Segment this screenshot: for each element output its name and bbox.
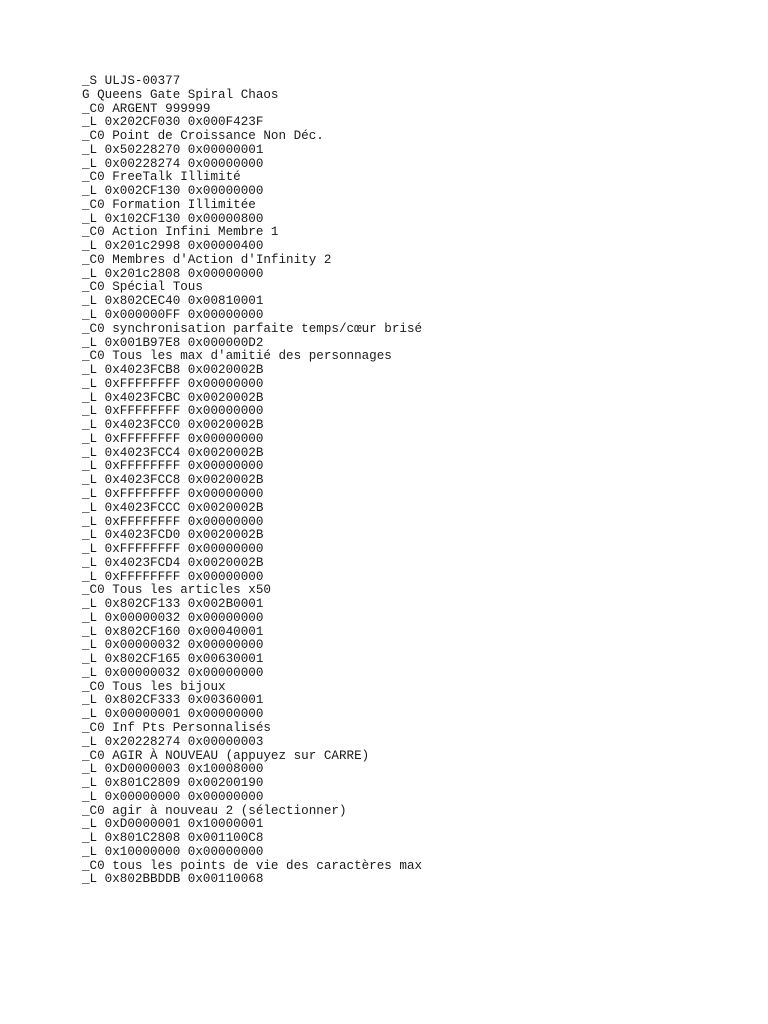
text-line: _C0 Point de Croissance Non Déc.: [82, 129, 324, 144]
text-line: _L 0x50228270 0x00000001: [82, 142, 264, 157]
text-line: _L 0xFFFFFFFF 0x00000000: [82, 431, 264, 446]
text-line: _L 0x201c2808 0x00000000: [82, 266, 264, 281]
text-line: _C0 Action Infini Membre 1: [82, 225, 279, 240]
text-line: _L 0x00000032 0x00000000: [82, 665, 264, 680]
text-line: _L 0x802CF333 0x00360001: [82, 693, 264, 708]
text-line: _L 0xFFFFFFFF 0x00000000: [82, 569, 264, 584]
text-line: _L 0x00228274 0x00000000: [82, 156, 264, 171]
text-line: _L 0x4023FCC4 0x0020002B: [82, 445, 264, 460]
text-line: _L 0x4023FCD0 0x0020002B: [82, 528, 264, 543]
text-line: _L 0xFFFFFFFF 0x00000000: [82, 459, 264, 474]
document-page: [82, 75, 742, 887]
text-line: _C0 Tous les max d'amitié des personnages: [82, 349, 392, 364]
text-line: _L 0x00000001 0x00000000: [82, 707, 264, 722]
text-line: _L 0xFFFFFFFF 0x00000000: [82, 376, 264, 391]
text-line: _L 0x4023FCCC 0x0020002B: [82, 500, 264, 515]
text-line: _L 0x4023FCC0 0x0020002B: [82, 418, 264, 433]
text-line: _L 0x802CF160 0x00040001: [82, 624, 264, 639]
text-line: _L 0x00000000 0x00000000: [82, 789, 264, 804]
text-line: _C0 Spécial Tous: [82, 280, 203, 295]
text-line: _L 0x801C2809 0x00200190: [82, 776, 264, 791]
text-line: _C0 Membres d'Action d'Infinity 2: [82, 252, 332, 267]
text-line: _L 0x4023FCBC 0x0020002B: [82, 390, 264, 405]
text-line: _C0 Formation Illimitée: [82, 197, 256, 212]
text-line: _L 0x801C2808 0x001100C8: [82, 831, 264, 846]
text-line: _L 0x00000032 0x00000000: [82, 610, 264, 625]
text-line: _L 0x10000000 0x00000000: [82, 844, 264, 859]
text-line: _C0 AGIR À NOUVEAU (appuyez sur CARRE): [82, 748, 370, 763]
text-line: _L 0x802BBDDB 0x00110068: [82, 872, 264, 887]
text-line: _L 0x00000032 0x00000000: [82, 638, 264, 653]
text-line: _L 0xFFFFFFFF 0x00000000: [82, 404, 264, 419]
text-line: _L 0x202CF030 0x000F423F: [82, 115, 264, 130]
text-line: _C0 Tous les articles x50: [82, 583, 271, 598]
text-line: _L 0xFFFFFFFF 0x00000000: [82, 514, 264, 529]
text-line: G Queens Gate Spiral Chaos: [82, 87, 279, 102]
text-line: _L 0x802CEC40 0x00810001: [82, 294, 264, 309]
text-line: _L 0x4023FCB8 0x0020002B: [82, 363, 264, 378]
text-line: _L 0x802CF133 0x002B0001: [82, 597, 264, 612]
text-line: _C0 FreeTalk Illimité: [82, 170, 241, 185]
text-line: _C0 Tous les bijoux: [82, 679, 226, 694]
text-line: _L 0xD0000003 0x10008000: [82, 762, 264, 777]
text-line: _L 0x4023FCD4 0x0020002B: [82, 555, 264, 570]
text-line: _L 0x4023FCC8 0x0020002B: [82, 473, 264, 488]
text-line: _L 0x802CF165 0x00630001: [82, 652, 264, 667]
text-line: _C0 Inf Pts Personnalisés: [82, 720, 271, 735]
text-line: _C0 ARGENT 999999: [82, 101, 211, 116]
text-line: _L 0xD0000001 0x10000001: [82, 817, 264, 832]
text-line: _L 0x000000FF 0x00000000: [82, 308, 264, 323]
text-line: _L 0xFFFFFFFF 0x00000000: [82, 542, 264, 557]
text-line: _L 0x001B97E8 0x000000D2: [82, 335, 264, 350]
text-line: _C0 tous les points de vie des caractères max: [82, 858, 423, 873]
text-line: _L 0x20228274 0x00000003: [82, 734, 264, 749]
text-line: _C0 synchronisation parfaite temps/cœur brisé: [82, 321, 423, 336]
text-line: _C0 agir à nouveau 2 (sélectionner): [82, 803, 347, 818]
text-line: _L 0x201c2998 0x00000400: [82, 239, 264, 254]
text-line: _L 0x102CF130 0x00000800: [82, 211, 264, 226]
text-line: _S ULJS-00377: [82, 74, 181, 88]
text-line: _L 0x002CF130 0x00000000: [82, 184, 264, 199]
text-line: _L 0xFFFFFFFF 0x00000000: [82, 486, 264, 501]
